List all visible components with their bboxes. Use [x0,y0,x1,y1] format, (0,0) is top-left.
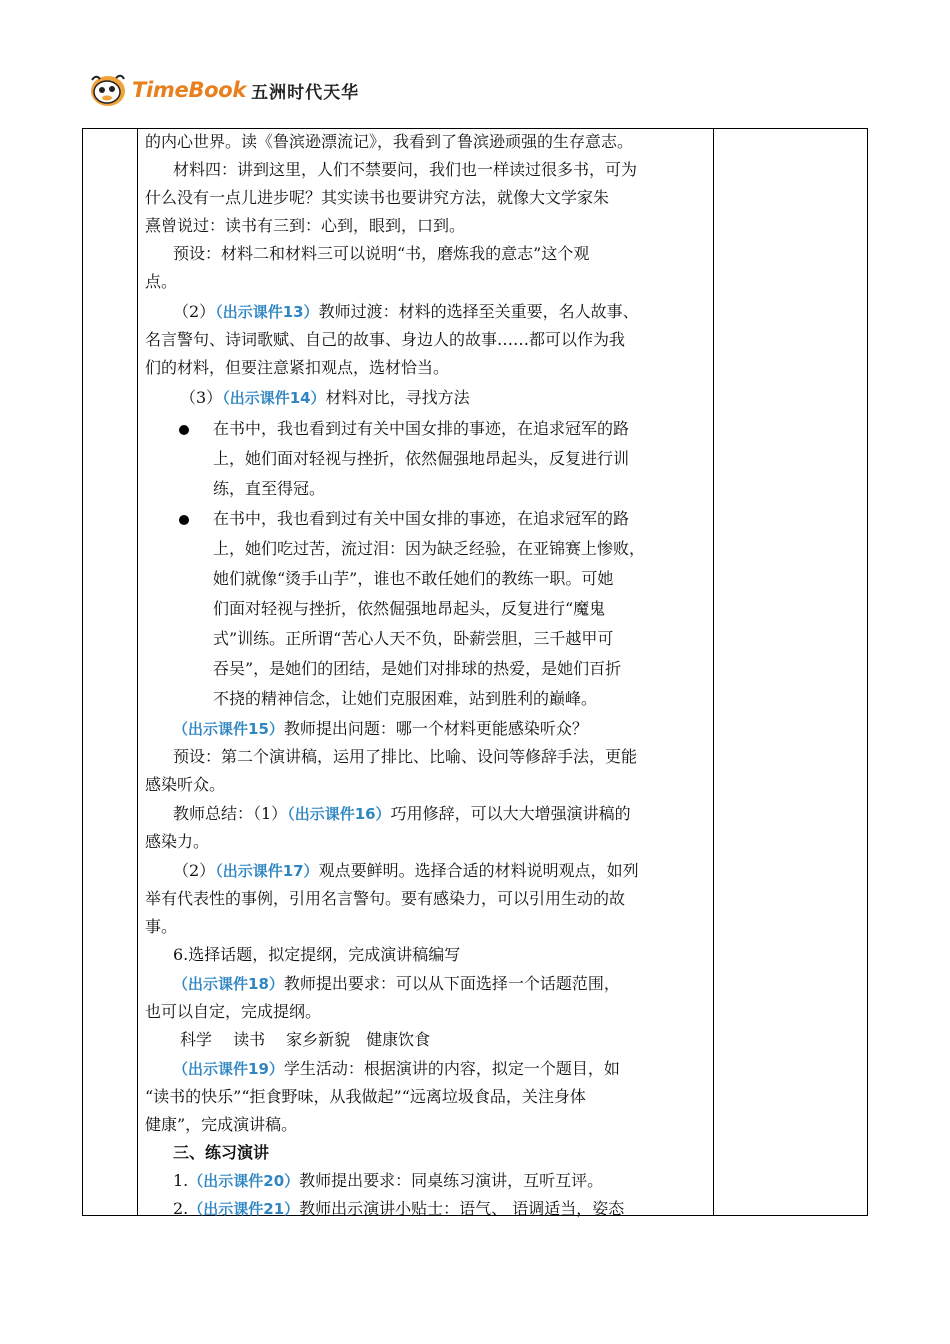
text-line: 上，她们吃过苦，流过泪：因为缺乏经验，在亚锦赛上惨败， [213,539,646,558]
text-line: 吞吴”，是她们的团结，是她们对排球的热爱，是她们百折 [213,659,622,678]
courseware-ref: （出示课件20） [188,1172,300,1190]
text-line: 们面对轻视与挫折，依然倔强地昂起头，反复进行“魔鬼 [213,599,606,618]
text-line: 材料四：讲到这里，人们不禁要问，我们也一样读过很多书，可为 [173,160,638,179]
text-line: 预设：材料二和材料三可以说明“书，磨炼我的意志”这个观 [173,244,590,263]
text-line: 1.（出示课件20）教师提出要求：同桌练习演讲，互听互评。 [173,1171,604,1190]
text-line: 熹曾说过：读书有三到：心到，眼到，口到。 [145,216,466,235]
text-line: 教师总结：（1）（出示课件16）巧用修辞，可以大大增强演讲稿的 [173,804,631,823]
brand-name-cn: 五洲时代天华 [251,82,360,103]
courseware-ref: （出示课件19） [173,1060,284,1078]
text-line: （出示课件15）教师提出问题：哪一个材料更能感染听众？ [173,719,588,738]
courseware-ref: （出示课件16） [287,805,391,823]
text-line: 2.（出示课件21）教师出示演讲小贴士：语气、 语调适当，姿态 [173,1199,625,1218]
text-line: （2）（出示课件17）观点要鲜明。选择合适的材料说明观点，如列 [173,861,639,880]
courseware-ref: （出示课件15） [173,720,284,738]
text-line: 她们就像“烫手山芋”，谁也不敢任她们的教练一职。可她 [213,569,614,588]
text-line: 6.选择话题，拟定提纲，完成演讲稿编写 [173,945,461,964]
courseware-ref: （出示课件17） [215,862,319,880]
lesson-table [82,128,868,1216]
column-divider [137,129,138,1215]
topic-list: 科学 读书 家乡新貌 健康饮食 [180,1030,431,1049]
text-line: 名言警句、诗词歌赋、自己的故事、身边人的故事……都可以作为我 [145,330,626,349]
text-line: 点。 [145,272,178,291]
text-line: 不挠的精神信念，让她们克服困难，站到胜利的巅峰。 [213,689,598,708]
courseware-ref: （出示课件14） [222,389,326,407]
text-line: （出示课件18）教师提出要求：可以从下面选择一个话题范围， [173,974,620,993]
text-line: 上，她们面对轻视与挫折，依然倔强地昂起头，反复进行训 [213,449,630,468]
bullet-icon [179,425,189,435]
brand-name: TimeBook [132,78,247,102]
courseware-ref: （出示课件18） [173,975,284,993]
text-line: 式”训练。正所谓“苦心人天不负，卧薪尝胆，三千越甲可 [213,629,614,648]
timebook-logo [88,70,359,110]
bullet-icon [179,515,189,525]
text-line: （2）（出示课件13）教师过渡：材料的选择至关重要，名人故事、 [173,302,639,321]
text-line: 举有代表性的事例，引用名言警句。要有感染力，可以引用生动的故 [145,889,626,908]
text-line: 感染听众。 [145,775,226,794]
courseware-ref: （出示课件13） [215,303,319,321]
text-line: 们的材料，但要注意紧扣观点，选材恰当。 [145,358,450,377]
text-line: 在书中，我也看到过有关中国女排的事迹，在追求冠军的路 [213,509,630,528]
text-line: 感染力。 [145,832,210,851]
text-line: 练，直至得冠。 [213,479,326,498]
text-line: （3）（出示课件14）材料对比，寻找方法 [180,388,470,407]
text-line: 预设：第二个演讲稿，运用了排比、比喻、设问等修辞手法，更能 [173,747,638,766]
text-line: 什么没有一点儿进步呢？其实读书也要讲究方法，就像大文学家朱 [145,188,610,207]
cow-face-icon [88,70,128,110]
courseware-ref: （出示课件21） [188,1200,300,1218]
text-line: 健康”，完成演讲稿。 [145,1115,298,1134]
text-line: 在书中，我也看到过有关中国女排的事迹，在追求冠军的路 [213,419,630,438]
text-line: 也可以自定，完成提纲。 [145,1002,322,1021]
text-line: 的内心世界。读《鲁滨逊漂流记》，我看到了鲁滨逊顽强的生存意志。 [145,132,634,151]
text-line: “读书的快乐”“拒食野味，从我做起”“远离垃圾食品，关注身体 [145,1087,586,1106]
section-heading: 三、练习演讲 [173,1143,270,1162]
column-divider [713,129,714,1215]
text-line: （出示课件19）学生活动：根据演讲的内容，拟定一个题目，如 [173,1059,620,1078]
text-line: 事。 [145,917,178,936]
